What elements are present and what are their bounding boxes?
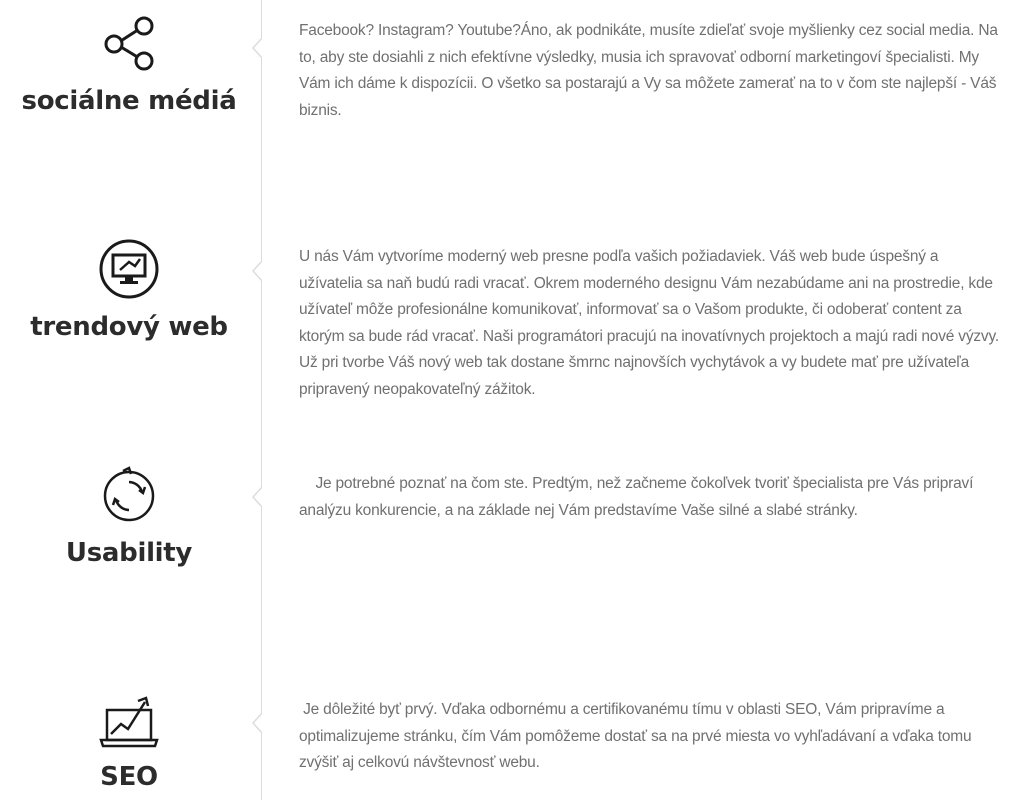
service-description: Je potrebné poznať na čom ste. Predtým, než začneme čokoľvek tvoriť špecialista pre Vás pripraví analýzu konkurencie, a na základe nej Vám predstavíme Vaše silné a slabé stránky. xyxy=(299,475,978,519)
service-title: Usability xyxy=(65,538,193,568)
timeline-notch xyxy=(252,260,264,282)
share-icon xyxy=(0,12,258,72)
monitor-icon xyxy=(0,238,258,300)
timeline-notch xyxy=(252,37,264,59)
refresh-icon xyxy=(0,464,258,524)
service-description: Je dôležité byť prvý. Vďaka odbornému a certifikovanému tímu v oblasti SEO, Vám pripravíme a optimalizujeme stránku, čím Vám pomôžeme dostať sa na prvé miesta vo vyhľadávaní a vďaka tomu zvýšiť aj celkovú návštevnosť webu. xyxy=(299,701,976,771)
service-title: trendový web xyxy=(30,312,228,342)
timeline-line xyxy=(261,0,262,800)
timeline-notch xyxy=(252,486,264,508)
service-description: Facebook? Instagram? Youtube?Áno, ak podnikáte, musíte zdieľať svoje myšlienky cez social media. Na to, aby ste dosiahli z nich efektívne výsledky, musia ich spravovať odborní marketingoví špecialisti. My Vám ich dáme k dispozícii. O všetko sa postarajú a Vy sa môžete zamerať na to v čom ste najlepší - Váš biznis. xyxy=(299,22,1002,119)
service-title: SEO xyxy=(100,762,158,792)
timeline-notch xyxy=(252,712,264,734)
service-title: sociálne médiá xyxy=(21,86,237,116)
service-description: U nás Vám vytvoríme moderný web presne podľa vašich požiadaviek. Váš web bude úspešný a užívatelia sa naň budú radi vracať. Okrem moderného designu Vám nezabúdame ani na prostredie, kde užívateľ môže profesionálne komunikovať, informovať sa o Vašom produkte, či odoberať content za ktorým sa bude rád vracať. Naši programátori pracujú na inovatívnych projektoch a majú radi nové výzvy. Už pri tvorbe Váš nový web tak dostane šmrnc najnovších vychytávok a vy budete mať pre užívateľa pripravený neopakovateľný zážitok. xyxy=(299,248,1004,398)
laptop-chart-icon xyxy=(0,690,258,750)
